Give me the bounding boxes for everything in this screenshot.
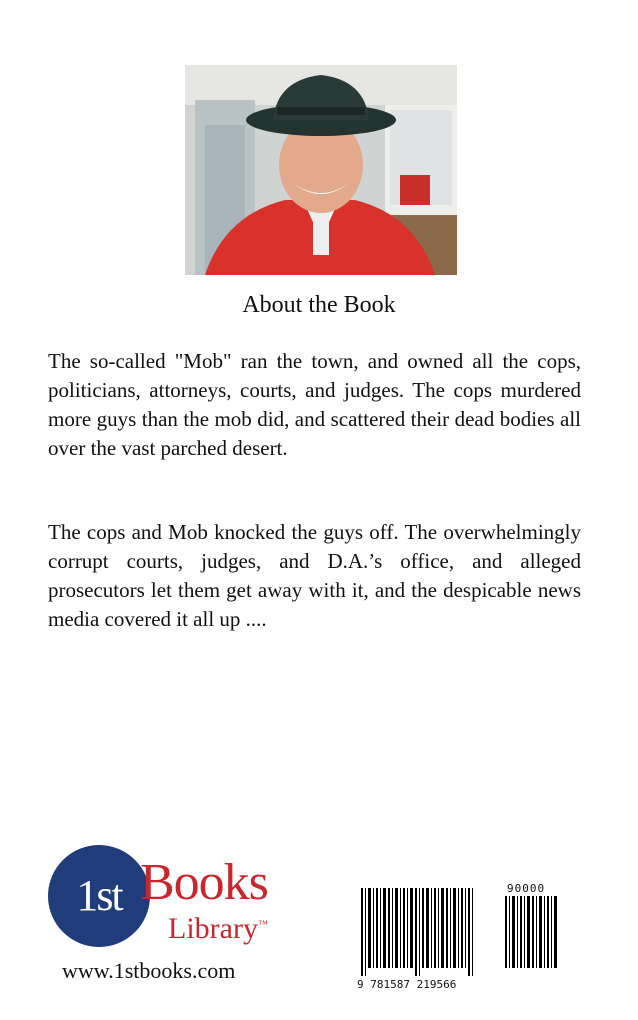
about-paragraph-1: The so-called "Mob" ran the town, and owned all the cops, politicians, attorneys, courts, and judges. The cops murdered more guys than the mob did, and scattered their dead bodies all over the vast parched desert.	[48, 349, 581, 460]
author-photo	[185, 65, 457, 275]
logo-books-text: Books	[140, 854, 268, 911]
logo-library-label: Library	[168, 912, 258, 945]
author-portrait-image	[185, 65, 457, 275]
isbn-barcode	[357, 880, 577, 990]
about-title: About the Book	[242, 292, 396, 318]
publisher-logo	[48, 845, 308, 955]
barcode-price-code: 90000	[507, 882, 546, 895]
logo-circle: 1st	[48, 845, 150, 947]
barcode-isbn-digits: 9 781587 219566	[357, 978, 457, 991]
trademark-symbol: ™	[257, 919, 268, 930]
logo-library-text	[168, 909, 268, 945]
publisher-website: www.1stbooks.com	[62, 958, 236, 983]
about-paragraph-2: The cops and Mob knocked the guys off. The overwhelmingly corrupt courts, judges, and D.A.’s office, and alleged prosecutors let them get away with it, and the despicable news media covered it all up ....	[48, 520, 581, 631]
